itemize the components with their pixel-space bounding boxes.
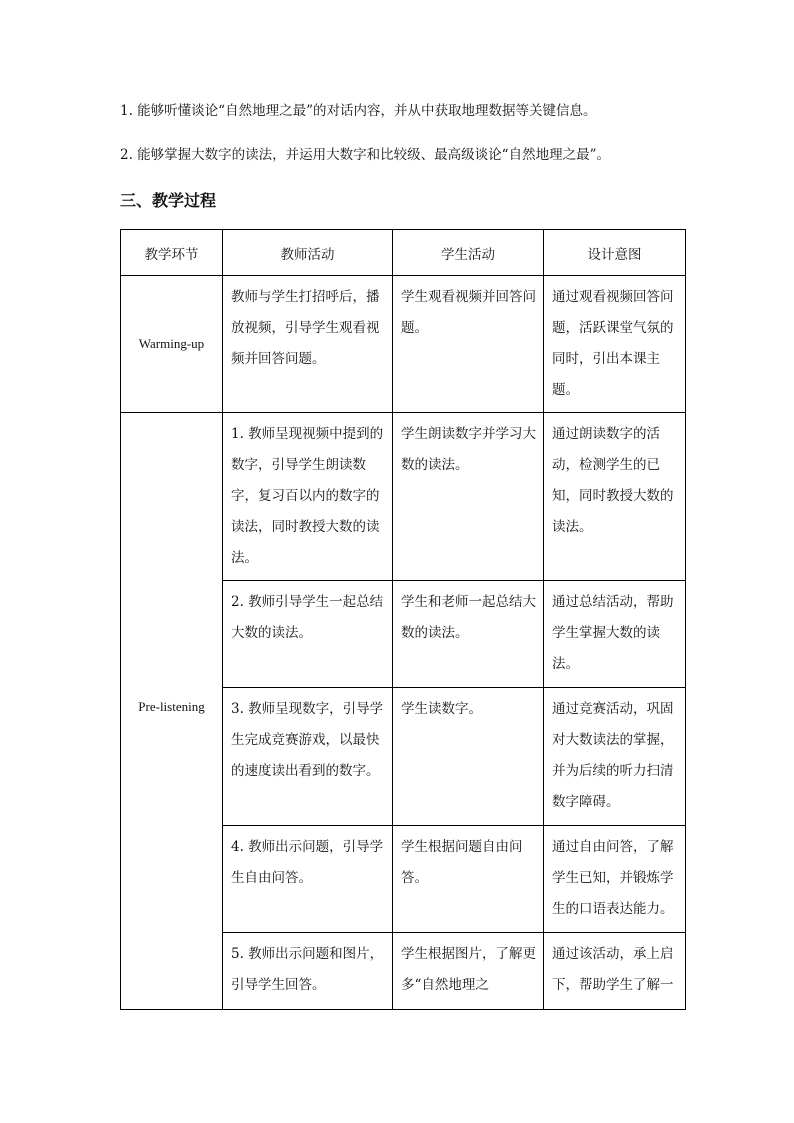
teacher-activity-cell: 1. 教师呈现视频中提到的数字，引导学生朗读数字，复习百以内的数字的读法，同时教授大数的读法。 xyxy=(223,413,393,581)
stage-warming-up: Warming-up xyxy=(121,276,223,413)
teacher-activity-cell: 5. 教师出示问题和图片，引导学生回答。 xyxy=(223,933,393,1010)
teacher-activity-cell: 3. 教师呈现数字，引导学生完成竞赛游戏，以最快的速度读出看到的数字。 xyxy=(223,688,393,826)
student-activity-cell: 学生朗读数字并学习大数的读法。 xyxy=(393,413,544,581)
stage-pre-listening xyxy=(121,413,223,1010)
objective-2: 2. 能够掌握大数字的读法，并运用大数字和比较级、最高级谈论“自然地理之最”。 xyxy=(120,147,610,163)
header-student-activity: 学生活动 xyxy=(393,230,544,276)
design-purpose-cell: 通过竞赛活动，巩固对大数读法的掌握，并为后续的听力扫清数字障碍。 xyxy=(544,688,686,826)
design-purpose-cell: 通过总结活动，帮助学生掌握大数的读法。 xyxy=(544,581,686,688)
table-row xyxy=(121,413,686,581)
header-teacher-activity: 教师活动 xyxy=(223,230,393,276)
student-activity-cell: 学生读数字。 xyxy=(393,688,544,826)
teacher-activity-cell: 2. 教师引导学生一起总结大数的读法。 xyxy=(223,581,393,688)
table-row xyxy=(121,276,686,413)
design-purpose-cell: 通过朗读数字的活动，检测学生的已知，同时教授大数的读法。 xyxy=(544,413,686,581)
design-purpose-cell: 通过该活动，承上启下，帮助学生了解一 xyxy=(544,933,686,1010)
header-design-purpose: 设计意图 xyxy=(544,230,686,276)
student-activity-cell: 学生观看视频并回答问题。 xyxy=(393,276,544,413)
stage-pre-listening-label: Pre-listening xyxy=(138,699,205,714)
objective-1: 1. 能够听懂谈论“自然地理之最”的对话内容，并从中获取地理数据等关键信息。 xyxy=(120,103,597,119)
student-activity-cell: 学生和老师一起总结大数的读法。 xyxy=(393,581,544,688)
teaching-process-table xyxy=(120,229,686,1010)
section-title: 三、教学过程 xyxy=(120,191,217,210)
teacher-activity-cell: 4. 教师出示问题，引导学生自由问答。 xyxy=(223,826,393,933)
header-stage: 教学环节 xyxy=(121,230,223,276)
table-header-row xyxy=(121,230,686,276)
student-activity-cell: 学生根据图片，了解更多“自然地理之 xyxy=(393,933,544,1010)
design-purpose-cell: 通过自由问答，了解学生已知，并锻炼学生的口语表达能力。 xyxy=(544,826,686,933)
teacher-activity-cell: 教师与学生打招呼后，播放视频，引导学生观看视频并回答问题。 xyxy=(223,276,393,413)
student-activity-cell: 学生根据问题自由问答。 xyxy=(393,826,544,933)
design-purpose-cell: 通过观看视频回答问题，活跃课堂气氛的同时，引出本课主题。 xyxy=(544,276,686,413)
